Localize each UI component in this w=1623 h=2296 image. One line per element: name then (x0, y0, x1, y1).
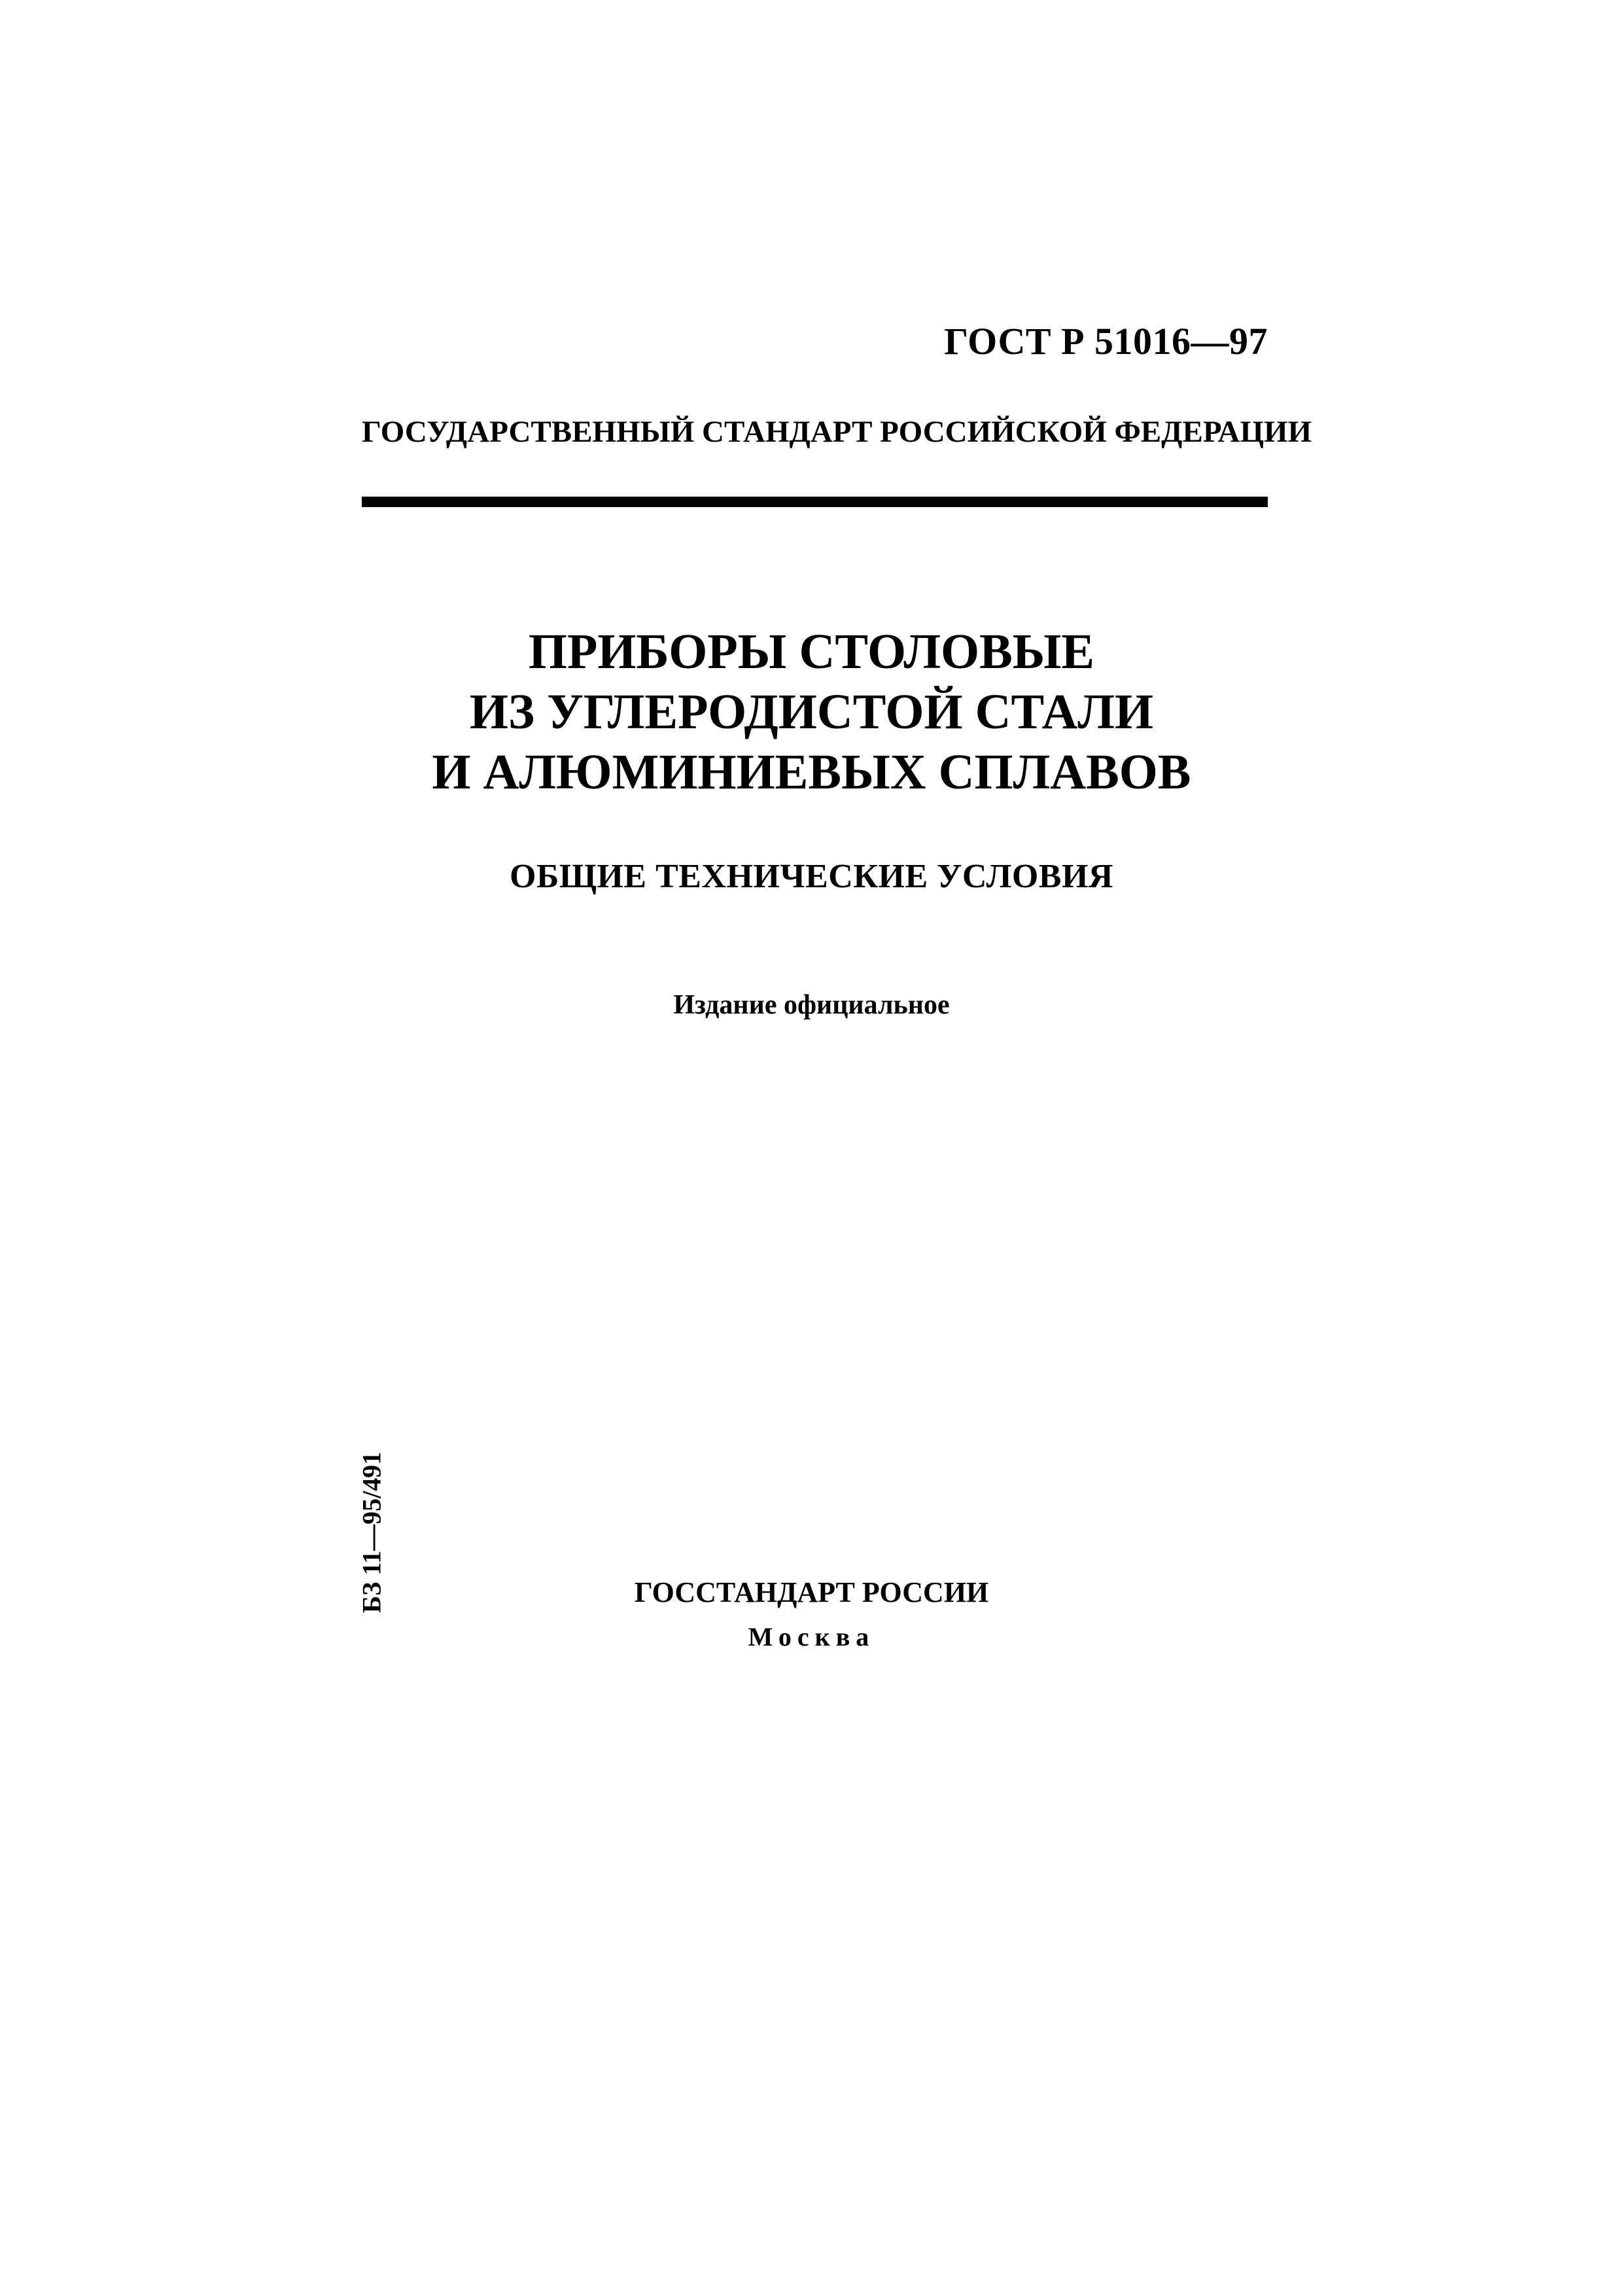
title-line-1: ПРИБОРЫ СТОЛОВЫЕ (528, 624, 1095, 679)
standard-type-heading: ГОСУДАРСТВЕННЫЙ СТАНДАРТ РОССИЙСКОЙ ФЕДЕРАЦИИ (362, 415, 1312, 449)
standard-designation: ГОСТ Р 51016—97 (944, 320, 1268, 362)
edition-note: Издание официальное (673, 990, 950, 1020)
document-subtitle: ОБЩИЕ ТЕХНИЧЕСКИЕ УСЛОВИЯ (510, 858, 1113, 895)
heavy-divider-rule (362, 497, 1268, 507)
title-line-2: ИЗ УГЛЕРОДИСТОЙ СТАЛИ (469, 684, 1154, 739)
title-line-3: И АЛЮМИНИЕВЫХ СПЛАВОВ (432, 745, 1191, 800)
document-title (196, 622, 1427, 802)
publisher-city: Москва (748, 1622, 875, 1651)
catalog-number-vertical: БЗ 11—95/491 (357, 1451, 387, 1614)
publisher-name: ГОССТАНДАРТ РОССИИ (634, 1576, 989, 1608)
